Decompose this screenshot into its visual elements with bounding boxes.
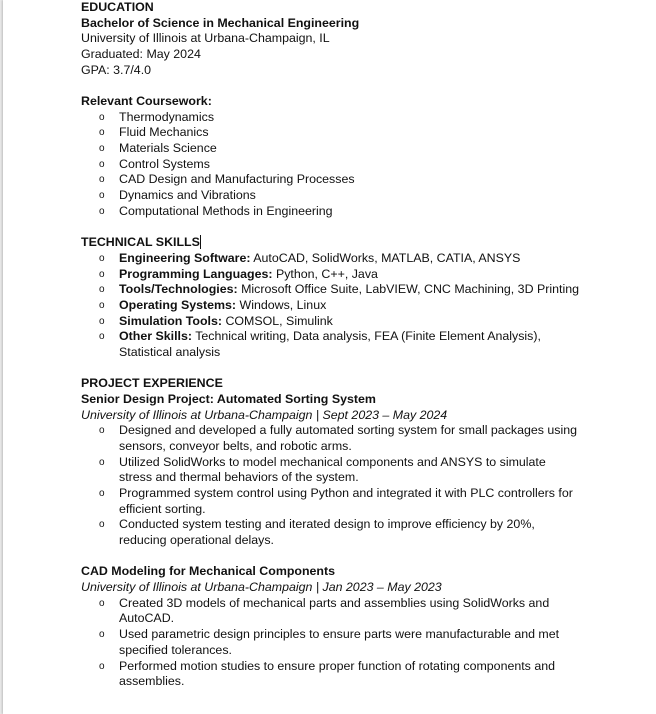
- skill-label: Engineering Software:: [119, 250, 251, 265]
- spacer: [81, 549, 621, 565]
- bullet-icon: o: [99, 629, 105, 641]
- degree-title: Bachelor of Science in Mechanical Engineering: [81, 15, 360, 30]
- course-name: CAD Design and Manufacturing Processes: [119, 172, 355, 187]
- graduation-line: Graduated: May 2024: [81, 47, 201, 62]
- skill-value-continued: Statistical analysis: [119, 344, 221, 359]
- bullet-icon: o: [99, 268, 105, 280]
- bullet-icon: o: [99, 660, 105, 672]
- bullet-icon: o: [99, 158, 105, 170]
- project-meta: University of Illinois at Urbana-Champaign | Sept 2023 – May 2024: [81, 407, 448, 422]
- gpa-line: GPA: 3.7/4.0: [81, 62, 152, 77]
- list-item: o Programmed system control using Python and integrated it with PLC controllers for efficient sorting.: [99, 486, 573, 516]
- list-item: [81, 267, 621, 283]
- skill-value: Windows, Linux: [236, 297, 327, 312]
- bullet-icon: o: [99, 425, 105, 437]
- list-item: [81, 188, 621, 204]
- skill-label: Tools/Technologies:: [119, 282, 238, 297]
- list-item: [81, 251, 621, 267]
- list-item: [81, 172, 621, 188]
- spacer: [81, 78, 621, 94]
- bullet-icon: o: [99, 143, 105, 155]
- spacer: [81, 220, 621, 236]
- bullet-icon: o: [99, 456, 105, 468]
- list-item: [81, 141, 621, 157]
- bullet-icon: o: [99, 190, 105, 202]
- text-cursor: TECHNICAL SKILLS: [81, 235, 200, 250]
- list-item: o Performed motion studies to ensure proper function of rotating components and assemblies.: [99, 658, 555, 689]
- list-item: o Used parametric design principles to ensure parts were manufacturable and met specified tolerances.: [99, 627, 560, 657]
- course-name: Thermodynamics: [119, 109, 215, 124]
- university-line: University of Illinois at Urbana-Champaign, IL: [81, 31, 330, 46]
- skills-list: [81, 251, 621, 361]
- bullet-icon: o: [99, 299, 105, 311]
- bullet-icon: o: [99, 284, 105, 296]
- coursework-heading: Relevant Coursework:: [81, 94, 212, 109]
- skills-heading: [81, 235, 621, 251]
- bullet-icon: o: [99, 127, 105, 139]
- list-item: [81, 298, 621, 314]
- bullet-icon: o: [99, 111, 105, 123]
- skill-value: AutoCAD, SolidWorks, MATLAB, CATIA, ANSYS: [250, 250, 521, 265]
- skill-value: Technical writing, Data analysis, FEA (Finite Element Analysis),: [192, 329, 541, 344]
- bullet-icon: o: [99, 205, 105, 217]
- skill-value: Microsoft Office Suite, LabVIEW, CNC Machining, 3D Printing: [237, 282, 579, 297]
- course-name: Computational Methods in Engineering: [119, 203, 333, 218]
- list-item: o Utilized SolidWorks to model mechanical components and ANSYS to simulate stress and thermal behaviors of the system.: [99, 454, 546, 485]
- list-item: o Conducted system testing and iterated design to improve efficiency by 20%, reducing operational delays.: [99, 517, 535, 548]
- skill-value: COMSOL, Simulink: [222, 313, 333, 328]
- list-item: [81, 314, 621, 330]
- list-item: [81, 204, 621, 220]
- bullet-icon: o: [99, 174, 105, 186]
- bullet-icon: o: [99, 315, 105, 327]
- list-item: [81, 282, 621, 298]
- list-item: [81, 157, 621, 173]
- project-title: CAD Modeling for Mechanical Components: [81, 564, 336, 579]
- course-name: Fluid Mechanics: [119, 125, 209, 140]
- education-heading: EDUCATION: [81, 0, 154, 14]
- course-name: Dynamics and Vibrations: [119, 188, 256, 203]
- project-bullets: [81, 423, 621, 549]
- bullet-icon: o: [99, 597, 105, 609]
- projects-heading: PROJECT EXPERIENCE: [81, 376, 223, 391]
- bullet-icon: o: [99, 519, 105, 531]
- document-body[interactable]: [81, 0, 621, 690]
- skill-label: Operating Systems:: [119, 297, 237, 312]
- list-item: [81, 329, 621, 360]
- skill-label: Other Skills:: [119, 329, 192, 344]
- project-title: Senior Design Project: Automated Sorting System: [81, 391, 376, 406]
- project-meta: University of Illinois at Urbana-Champaign | Jan 2023 – May 2023: [81, 580, 442, 595]
- bullet-icon: o: [99, 488, 105, 500]
- coursework-list: [81, 110, 621, 220]
- bullet-icon: o: [99, 331, 105, 343]
- spacer: [81, 361, 621, 377]
- list-item: [81, 125, 621, 141]
- list-item: o Created 3D models of mechanical parts and assemblies using SolidWorks and AutoCAD.: [99, 595, 550, 626]
- skill-label: Simulation Tools:: [119, 313, 223, 328]
- document-page[interactable]: [3, 0, 656, 714]
- list-item: [81, 110, 621, 126]
- course-name: Materials Science: [119, 141, 217, 156]
- skill-label: Programming Languages:: [119, 266, 273, 281]
- skill-value: Python, C++, Java: [272, 266, 378, 281]
- bullet-icon: o: [99, 252, 105, 264]
- project-bullets: [81, 596, 621, 690]
- list-item: o Designed and developed a fully automated sorting system for small packages using sensors, conveyor belts, and robotic arms.: [99, 423, 578, 453]
- course-name: Control Systems: [119, 156, 210, 171]
